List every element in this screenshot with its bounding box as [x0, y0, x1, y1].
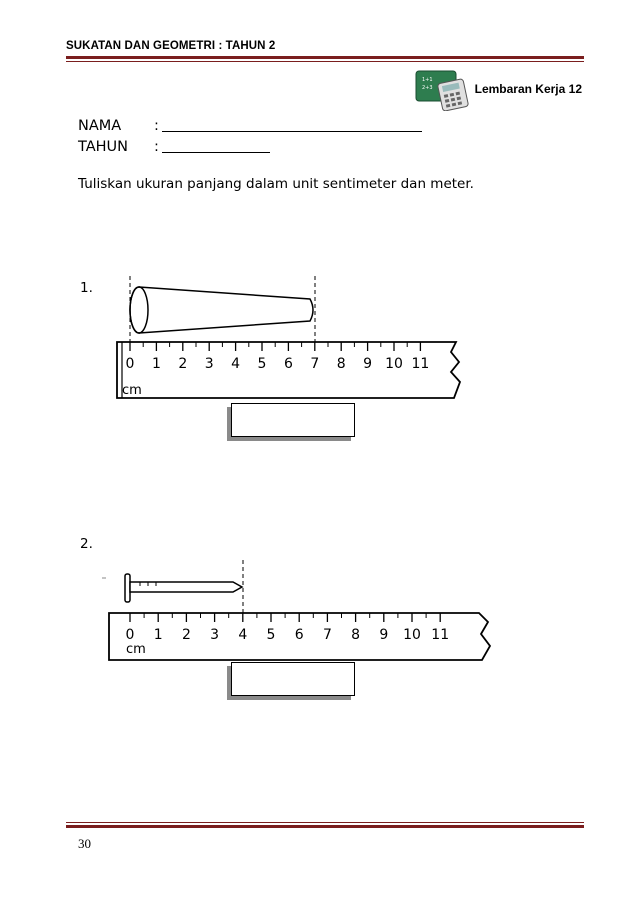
ruler-tick-label: 10 [403, 627, 421, 643]
worksheet-logo-icon [414, 67, 470, 111]
ruler-tick-label: 5 [257, 356, 267, 372]
name-label: NAMA [78, 118, 122, 134]
worksheet-label: Lembaran Kerja 12 [474, 82, 582, 96]
ruler-tick-label: 11 [431, 627, 450, 643]
year-colon: : [154, 139, 159, 155]
header-rule [66, 56, 584, 59]
page-number: 30 [78, 836, 91, 851]
ruler-tick-label: 8 [336, 356, 346, 372]
ruler-tick-label: 3 [204, 356, 214, 372]
year-label: TAHUN [78, 139, 129, 155]
ruler-tick-label: 10 [385, 356, 403, 372]
svg-text:1+1: 1+1 [422, 77, 433, 83]
year-field[interactable] [162, 152, 270, 153]
ruler-tick-label: 2 [178, 356, 188, 372]
ruler-tick-label: 7 [310, 356, 320, 372]
ruler-tick-label: 2 [181, 627, 191, 643]
ruler-tick-label: 5 [266, 627, 276, 643]
answer-box-2[interactable] [231, 662, 355, 696]
name-colon: : [154, 118, 159, 134]
ruler-tick-label: 1 [151, 356, 161, 372]
ruler-tick-label: 1 [153, 627, 163, 643]
ruler-tick-label: 6 [294, 627, 304, 643]
instruction-text: Tuliskan ukuran panjang dalam unit sentimeter dan meter. [78, 176, 474, 192]
footer-rule-thin [66, 822, 584, 823]
header-rule-thin [66, 61, 584, 62]
question-1-figure [110, 268, 470, 404]
footer-rule [66, 825, 584, 828]
ruler-tick-label: 3 [210, 627, 220, 643]
answer-box-1[interactable] [231, 403, 355, 437]
ruler-tick-label: 4 [231, 356, 241, 372]
question-1-number: 1. [80, 280, 93, 296]
ruler-tick-label: 9 [363, 356, 373, 372]
question-2-number: 2. [80, 536, 93, 552]
ruler-1-unit: cm [122, 383, 142, 398]
ruler-tick-label: 0 [125, 356, 135, 372]
name-field[interactable] [162, 131, 422, 132]
nail-icon [125, 574, 242, 602]
ruler-tick-label: 4 [238, 627, 248, 643]
ruler-2-unit: cm [126, 642, 146, 657]
cone-rod-icon [130, 287, 313, 333]
ruler-tick-label: 0 [125, 627, 135, 643]
ruler-tick-label: 9 [379, 627, 389, 643]
ruler-tick-label: 11 [411, 356, 430, 372]
ruler-tick-label: 6 [283, 356, 293, 372]
ruler-tick-label: 7 [322, 627, 332, 643]
question-2-figure [96, 556, 496, 666]
ruler-tick-label: 8 [351, 627, 361, 643]
header-title: SUKATAN DAN GEOMETRI : TAHUN 2 [66, 40, 276, 52]
svg-text:2+3: 2+3 [422, 85, 433, 91]
